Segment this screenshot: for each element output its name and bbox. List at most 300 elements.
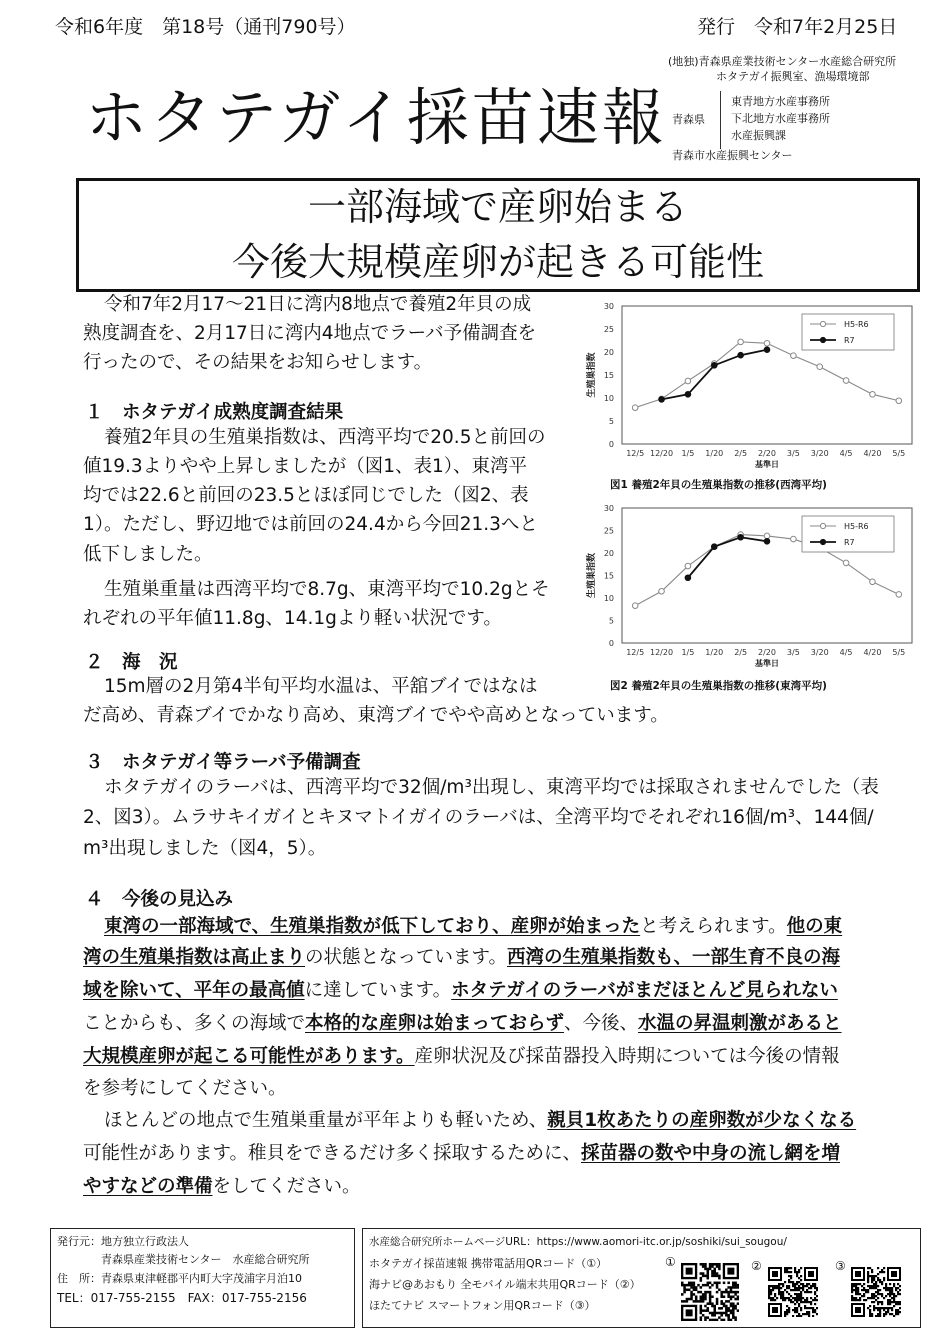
sec4-line-2 (83, 943, 840, 972)
qr-module (889, 1295, 891, 1297)
qr-module (713, 1314, 716, 1317)
qr-module (730, 1319, 733, 1321)
qr-module (869, 1305, 871, 1307)
qr-module (737, 1286, 739, 1289)
qr-module (816, 1299, 818, 1301)
qr-module (734, 1286, 737, 1289)
qr-module (723, 1312, 726, 1315)
emphasis: 西湾の生殖巣指数も、一部生育不良の海 (507, 947, 841, 968)
sec4-line-6: を参考にしてください。 (83, 1078, 287, 1099)
qr-module (855, 1299, 857, 1301)
qr-module (790, 1277, 792, 1279)
qr-module (881, 1269, 883, 1271)
qr-label-3: ほたてナビ スマートフォン用QRコード（③） (369, 1299, 596, 1312)
qr-module (871, 1315, 873, 1317)
qr-module (720, 1300, 723, 1303)
data-point-R7 (738, 534, 744, 540)
qr-module (871, 1301, 873, 1303)
org-name-1: (地独)青森県産業技術センター水産総合研究所 (668, 55, 897, 68)
qr-module (881, 1307, 883, 1309)
qr-module (816, 1289, 818, 1291)
issue-date: 発行 令和7年2月25日 (697, 16, 898, 38)
qr-module (877, 1309, 879, 1311)
qr-module (889, 1307, 891, 1309)
qr-module (725, 1291, 728, 1294)
qr-module (798, 1297, 800, 1299)
qr-module (806, 1297, 808, 1299)
qr-module (737, 1295, 739, 1298)
qr-module (802, 1289, 804, 1291)
qr-module (800, 1275, 802, 1277)
qr-module (700, 1300, 703, 1303)
qr-module (688, 1284, 691, 1287)
pref-office-2: 下北地方水産事務所 (731, 112, 830, 125)
qr-module (702, 1314, 705, 1317)
sec1-line: 均では22.6と前回の23.5とほぼ同じでした（図2、表 (83, 485, 529, 506)
qr-module (855, 1289, 857, 1291)
qr-module (796, 1275, 798, 1277)
y-tick-label: 0 (608, 440, 614, 449)
qr-module (690, 1282, 693, 1285)
qr-module (720, 1312, 723, 1315)
qr-finder (686, 1309, 693, 1316)
qr-module (718, 1275, 721, 1278)
qr-module (871, 1285, 873, 1287)
qr-module (711, 1272, 714, 1275)
sec2-line: だ高め、青森ブイでかなり高め、東湾ブイでやや高めとなっています。 (83, 705, 669, 726)
qr-module (808, 1313, 810, 1315)
qr-module (855, 1293, 857, 1295)
qr-module (734, 1291, 737, 1294)
qr-module (867, 1267, 869, 1269)
text: と考えられます。 (640, 916, 787, 937)
qr-module (853, 1283, 855, 1285)
qr-module (877, 1285, 879, 1287)
emphasis: 他の東 (786, 916, 843, 937)
qr-module (855, 1297, 857, 1299)
qr-module (883, 1279, 885, 1281)
qr-module (810, 1297, 812, 1299)
qr-module (707, 1272, 710, 1275)
qr-module (897, 1309, 899, 1311)
qr-module (723, 1305, 726, 1308)
qr-module (873, 1275, 875, 1277)
qr-module (784, 1313, 786, 1315)
y-tick-label: 5 (608, 417, 614, 426)
qr-module (877, 1289, 879, 1291)
qr-module (702, 1298, 705, 1301)
qr-module (786, 1269, 788, 1271)
x-tick-label: 3/5 (786, 648, 800, 657)
qr-finder (855, 1307, 861, 1313)
qr-module (873, 1283, 875, 1285)
qr-module (683, 1284, 686, 1287)
headline-box (76, 178, 920, 292)
qr-module (802, 1297, 804, 1299)
qr-module (711, 1263, 714, 1266)
qr-module (770, 1291, 772, 1293)
qr-module (871, 1313, 873, 1315)
section-4-title: ４ 今後の見込み (85, 889, 234, 910)
qr-module (891, 1313, 893, 1315)
qr-module (855, 1285, 857, 1287)
qr-module (688, 1282, 691, 1285)
qr-module (806, 1285, 808, 1287)
qr-module (877, 1307, 879, 1309)
qr-module (863, 1293, 865, 1295)
qr-code-3[interactable] (851, 1267, 901, 1317)
qr-module (883, 1313, 885, 1315)
qr-module (707, 1284, 710, 1287)
qr-module (871, 1293, 873, 1295)
legend-marker (820, 539, 825, 544)
qr-module (681, 1284, 684, 1287)
qr-module (895, 1301, 897, 1303)
emphasis: 親貝1枚あたりの産卵数が少なくなる (547, 1110, 857, 1131)
qr-finder (808, 1271, 814, 1277)
emphasis: 大規模産卵が起こる可能性があります。 (83, 1046, 415, 1067)
qr-module (780, 1287, 782, 1289)
qr-module (857, 1287, 859, 1289)
qr-module (716, 1282, 719, 1285)
qr-module (700, 1307, 703, 1310)
qr-module (768, 1293, 770, 1295)
qr-module (700, 1272, 703, 1275)
sec4-line-7 (104, 1106, 856, 1135)
qr-module (798, 1277, 800, 1279)
qr-module (800, 1309, 802, 1311)
qr-module (879, 1307, 881, 1309)
qr-module (802, 1283, 804, 1285)
qr-module (800, 1301, 802, 1303)
qr-module (718, 1263, 721, 1266)
qr-module (889, 1287, 891, 1289)
qr-module (863, 1287, 865, 1289)
qr-module (686, 1289, 689, 1292)
qr-module (877, 1313, 879, 1315)
qr-module (871, 1275, 873, 1277)
qr-number-2: ② (751, 1259, 762, 1273)
qr-module (770, 1285, 772, 1287)
qr-module (683, 1289, 686, 1292)
qr-module (814, 1285, 816, 1287)
qr-module (816, 1313, 818, 1315)
qr-module (788, 1267, 790, 1269)
qr-module (704, 1268, 707, 1271)
x-tick-label: 1/20 (705, 449, 724, 458)
qr-module (855, 1287, 857, 1289)
qr-module (879, 1271, 881, 1273)
qr-module (772, 1299, 774, 1301)
qr-module (786, 1313, 788, 1315)
qr-module (770, 1289, 772, 1291)
qr-module (695, 1289, 698, 1292)
qr-module (776, 1287, 778, 1289)
qr-module (720, 1319, 723, 1321)
legend-label: R7 (844, 538, 855, 547)
qr-module (871, 1295, 873, 1297)
qr-module (690, 1293, 693, 1296)
data-point-H5-R6 (870, 392, 876, 398)
qr-module (857, 1283, 859, 1285)
qr-module (784, 1315, 786, 1317)
qr-module (711, 1314, 714, 1317)
qr-module (770, 1299, 772, 1301)
qr-module (718, 1277, 721, 1280)
qr-module (784, 1281, 786, 1283)
qr-module (873, 1293, 875, 1295)
headline-line-2: 今後大規模産卵が起きる可能性 (231, 240, 764, 284)
qr-module (867, 1275, 869, 1277)
sec3-line: m³出現しました（図4，5）。 (83, 838, 327, 859)
qr-module (796, 1309, 798, 1311)
y-tick-label: 10 (603, 394, 614, 403)
qr-module (683, 1291, 686, 1294)
qr-module (814, 1283, 816, 1285)
qr-module (784, 1289, 786, 1291)
qr-module (727, 1282, 730, 1285)
qr-module (709, 1302, 712, 1305)
text: 可能性があります。稚貝をできるだけ多く採取するために、 (83, 1143, 582, 1164)
qr-module (732, 1282, 735, 1285)
data-point-H5-R6 (764, 340, 770, 346)
qr-module (693, 1282, 696, 1285)
qr-module (713, 1275, 716, 1278)
qr-module (704, 1298, 707, 1301)
qr-module (891, 1297, 893, 1299)
qr-module (798, 1305, 800, 1307)
qr-module (812, 1311, 814, 1313)
qr-module (720, 1302, 723, 1305)
qr-module (883, 1315, 885, 1317)
legend-label: H5-R6 (844, 522, 869, 531)
qr-module (737, 1309, 739, 1312)
qr-module (796, 1271, 798, 1273)
qr-module (877, 1303, 879, 1305)
qr-module (804, 1305, 806, 1307)
qr-module (702, 1309, 705, 1312)
emphasis: 域を除いて、平年の最高値 (83, 980, 305, 1001)
qr-module (725, 1314, 728, 1317)
qr-module (893, 1301, 895, 1303)
qr-module (897, 1287, 899, 1289)
qr-module (796, 1299, 798, 1301)
qr-module (875, 1315, 877, 1317)
qr-module (798, 1313, 800, 1315)
qr-module (853, 1299, 855, 1301)
qr-module (881, 1303, 883, 1305)
qr-module (859, 1299, 861, 1301)
qr-module (718, 1289, 721, 1292)
qr-module (857, 1291, 859, 1293)
sec4-line-8 (83, 1139, 840, 1168)
qr-module (693, 1293, 696, 1296)
x-tick-label: 1/5 (681, 449, 695, 458)
qr-module (713, 1268, 716, 1271)
qr-module (877, 1291, 879, 1293)
qr-module (768, 1295, 770, 1297)
qr-module (887, 1299, 889, 1301)
qr-code-1[interactable] (681, 1263, 739, 1321)
qr-module (734, 1284, 737, 1287)
qr-module (697, 1291, 700, 1294)
qr-module (790, 1275, 792, 1277)
qr-module (873, 1287, 875, 1289)
qr-module (812, 1283, 814, 1285)
qr-module (732, 1307, 735, 1310)
qr-module (891, 1289, 893, 1291)
qr-module (718, 1316, 721, 1319)
qr-module (723, 1295, 726, 1298)
qr-module (732, 1284, 735, 1287)
qr-module (867, 1307, 869, 1309)
qr-module (772, 1289, 774, 1291)
qr-module (879, 1311, 881, 1313)
intro-line-1: 令和7年2月17～21日に湾内8地点で養殖2年貝の成 (104, 294, 532, 315)
qr-module (700, 1291, 703, 1294)
qr-module (702, 1295, 705, 1298)
qr-module (873, 1285, 875, 1287)
qr-module (732, 1302, 735, 1305)
qr-module (727, 1293, 730, 1296)
qr-module (798, 1293, 800, 1295)
qr-module (704, 1275, 707, 1278)
emphasis: 湾の生殖巣指数は高止まり (83, 947, 306, 968)
qr-module (697, 1284, 700, 1287)
qr-module (704, 1309, 707, 1312)
y-tick-label: 25 (603, 526, 614, 536)
emphasis: 本格的な産卵は始まっておらず (305, 1013, 565, 1034)
y-tick-label: 25 (603, 325, 614, 334)
qr-module (774, 1299, 776, 1301)
qr-module (700, 1286, 703, 1289)
qr-module (869, 1315, 871, 1317)
qr-module (786, 1305, 788, 1307)
qr-module (877, 1267, 879, 1269)
qr-module (770, 1293, 772, 1295)
pref-office-3: 水産振興課 (731, 129, 786, 142)
x-tick-label: 4/5 (839, 449, 853, 458)
qr-module (798, 1269, 800, 1271)
qr-module (798, 1315, 800, 1317)
qr-module (700, 1295, 703, 1298)
qr-module (816, 1287, 818, 1289)
qr-module (702, 1275, 705, 1278)
qr-module (796, 1311, 798, 1313)
qr-module (889, 1289, 891, 1291)
series-line-R7 (662, 350, 767, 400)
sec3-line: 2、図3）。ムラサキイガイとキヌマトイガイのラーバは、全湾平均でそれぞれ16個/m³、144個/ (83, 807, 874, 828)
qr-module (768, 1297, 770, 1299)
x-tick-label: 2/5 (734, 449, 748, 458)
publisher-org: 青森県産業技術センター 水産総合研究所 (101, 1253, 310, 1266)
data-point-R7 (685, 575, 691, 581)
qr-module (776, 1297, 778, 1299)
qr-module (814, 1309, 816, 1311)
qr-module (875, 1295, 877, 1297)
qr-module (806, 1307, 808, 1309)
qr-module (693, 1284, 696, 1287)
qr-module (709, 1319, 712, 1321)
qr-module (711, 1302, 714, 1305)
qr-module (683, 1286, 686, 1289)
qr-module (800, 1287, 802, 1289)
qr-module (786, 1311, 788, 1313)
y-tick-label: 30 (603, 302, 614, 311)
qr-module (816, 1307, 818, 1309)
qr-module (720, 1307, 723, 1310)
qr-module (700, 1312, 703, 1315)
qr-module (893, 1299, 895, 1301)
sec1-line: 養殖2年貝の生殖巣指数は、西湾平均で20.5と前回の (104, 427, 546, 448)
qr-module (891, 1307, 893, 1309)
chart-2-caption: 図2 養殖2年貝の生殖巣指数の推移(東湾平均) (610, 680, 827, 692)
qr-module (782, 1299, 784, 1301)
qr-module (808, 1287, 810, 1289)
data-point-R7 (711, 544, 717, 550)
qr-module (806, 1283, 808, 1285)
homepage-url[interactable]: 水産総合研究所ホームページURL：https://www.aomori-itc.or.jp/soshiki/sui_sougou/ (369, 1236, 787, 1248)
qr-module (702, 1300, 705, 1303)
qr-module (796, 1293, 798, 1295)
qr-module (723, 1319, 726, 1321)
qr-module (883, 1267, 885, 1269)
qr-module (812, 1285, 814, 1287)
qr-module (704, 1265, 707, 1268)
qr-module (881, 1281, 883, 1283)
y-axis-label: 生殖巣指数 (587, 552, 597, 599)
qr-module (806, 1311, 808, 1313)
sec4-line-3 (83, 976, 838, 1005)
qr-module (881, 1301, 883, 1303)
qr-module (784, 1299, 786, 1301)
qr-module (798, 1303, 800, 1305)
x-tick-label: 5/5 (892, 449, 906, 458)
qr-module (688, 1289, 691, 1292)
qr-module (891, 1301, 893, 1303)
qr-module (885, 1307, 887, 1309)
qr-module (863, 1283, 865, 1285)
qr-module (780, 1295, 782, 1297)
qr-module (883, 1297, 885, 1299)
qr-module (804, 1291, 806, 1293)
sec4-line-4 (83, 1009, 842, 1038)
qr-module (863, 1299, 865, 1301)
qr-module (814, 1297, 816, 1299)
qr-module (716, 1298, 719, 1301)
headline-line-1: 一部海域で産卵始まる (307, 185, 688, 229)
qr-module (792, 1289, 794, 1291)
qr-module (897, 1301, 899, 1303)
qr-label-2: 海ナビ@あおもり 全モバイル端末共用QRコード（②） (369, 1278, 641, 1291)
qr-module (786, 1271, 788, 1273)
qr-module (776, 1285, 778, 1287)
qr-module (720, 1295, 723, 1298)
qr-module (704, 1263, 707, 1266)
qr-module (713, 1272, 716, 1275)
qr-module (883, 1277, 885, 1279)
qr-module (873, 1295, 875, 1297)
qr-module (814, 1287, 816, 1289)
data-point-R7 (764, 347, 770, 353)
qr-code-2[interactable] (768, 1267, 818, 1317)
qr-module (730, 1312, 733, 1315)
qr-module (877, 1315, 879, 1317)
qr-module (788, 1307, 790, 1309)
qr-module (693, 1286, 696, 1289)
qr-module (897, 1291, 899, 1293)
data-point-H5-R6 (685, 378, 691, 384)
